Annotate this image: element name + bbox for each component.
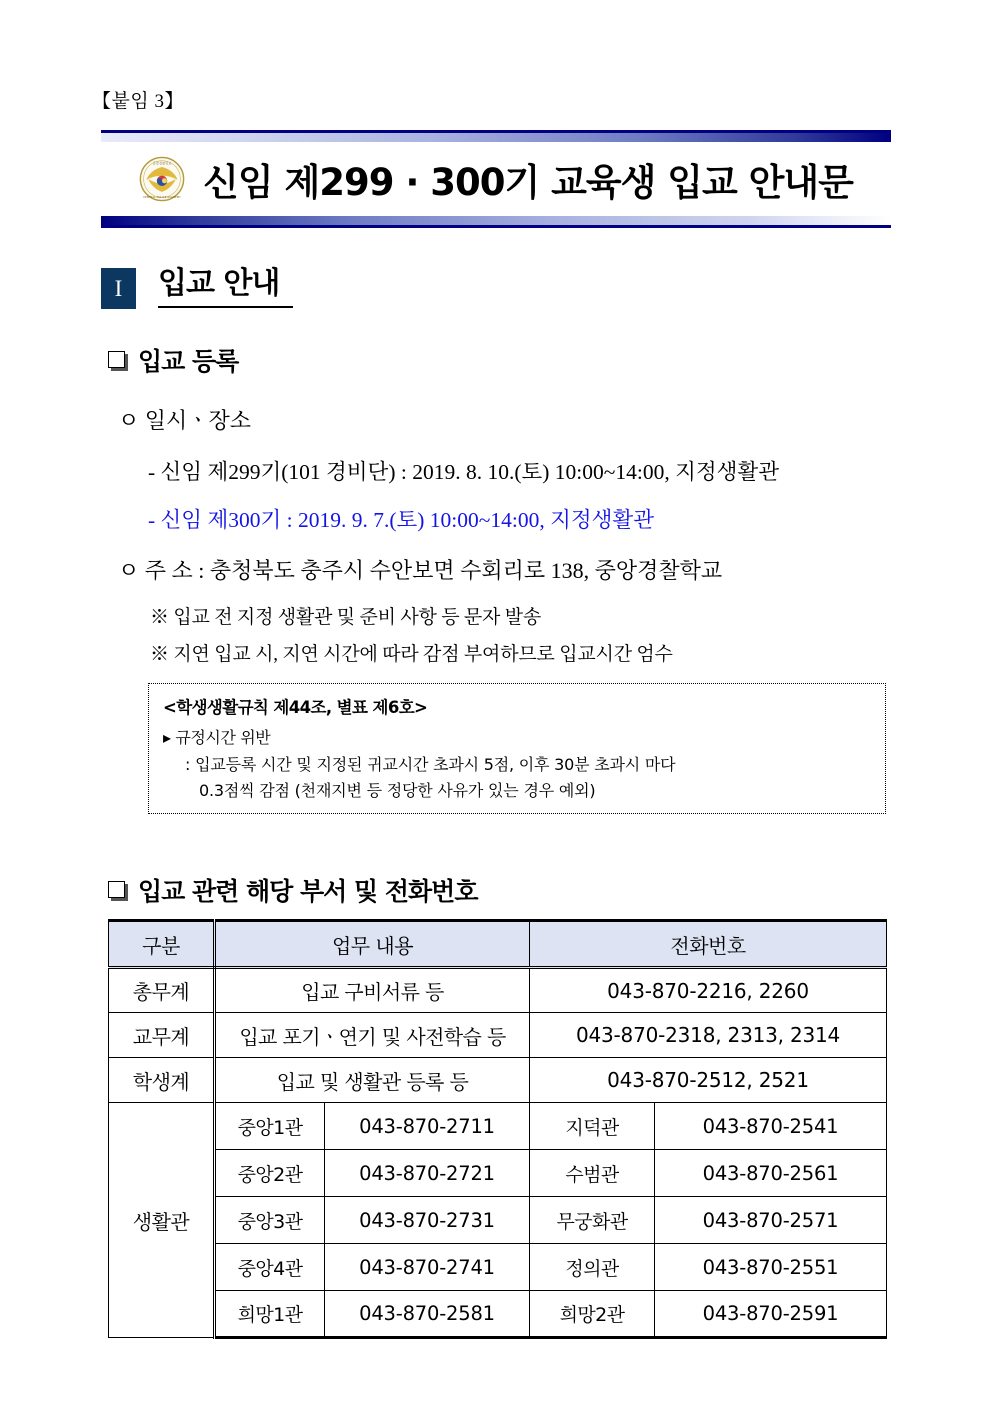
cell-dorm-name-a: 중앙1관: [215, 1103, 325, 1150]
police-academy-emblem-icon: [139, 156, 185, 202]
subheading-registration: [108, 342, 238, 378]
table-row-dorm: [109, 1197, 887, 1244]
cell-dorm-tel-a: 043-870-2741: [325, 1244, 530, 1291]
cell-dorm-name-a: 중앙2관: [215, 1150, 325, 1197]
col-header-phone: 전화번호: [530, 921, 887, 968]
subheading-contacts: [108, 872, 477, 908]
cell-dorm-tel-a: 043-870-2581: [325, 1291, 530, 1338]
section-number-badge: I: [101, 268, 136, 309]
table-header-row: [109, 921, 887, 968]
body-line-note-sms: ※ 입교 전 지정 생활관 및 준비 사항 등 문자 발송: [150, 607, 542, 628]
table-row: [109, 1058, 887, 1103]
cell-dept: 학생계: [109, 1058, 215, 1103]
cell-dorm-name-b: 지덕관: [530, 1103, 655, 1150]
banner-body: [101, 142, 891, 216]
cell-duty: 입교 포기ㆍ연기 및 사전학습 등: [215, 1013, 530, 1058]
subheading-contacts-label: 입교 관련 해당 부서 및 전화번호: [138, 877, 478, 906]
body-line-note-late: ※ 지연 입교 시, 지연 시간에 따라 감점 부여하므로 입교시간 엄수: [150, 644, 673, 665]
col-header-duty: 업무 내용: [215, 921, 530, 968]
body-line-address: ㅇ 주 소 : 충청북도 충주시 수안보면 수회리로 138, 중앙경찰학교: [118, 558, 723, 583]
regulation-item: ▸ 규정시간 위반: [163, 728, 271, 747]
banner-bottom-rule: [101, 225, 891, 228]
cell-duty: 입교 및 생활관 등록 등: [215, 1058, 530, 1103]
body-line-datetime-place: ㅇ 일시ㆍ장소: [118, 408, 252, 433]
contacts-table-wrapper: [108, 919, 886, 1339]
regulation-detail-line-2: 0.3점씩 감점 (천재지변 등 정당한 사유가 있는 경우 예외): [199, 781, 596, 800]
cell-dorm-name-a: 희망1관: [215, 1291, 325, 1338]
cell-dorm-tel-b: 043-870-2571: [655, 1197, 887, 1244]
banner-title: 신임 제299 · 300기 교육생 입교 안내문: [203, 161, 853, 204]
cell-dorm-name-a: 중앙4관: [215, 1244, 325, 1291]
banner-bottom-gradient: [101, 216, 891, 225]
svg-text:CENTRAL POLICE ACADEMY: CENTRAL POLICE ACADEMY: [143, 194, 182, 199]
cell-dorm-tel-a: 043-870-2731: [325, 1197, 530, 1244]
attachment-tag: 【붙임 3】: [92, 91, 184, 112]
cell-dorm-tel-b: 043-870-2561: [655, 1150, 887, 1197]
cell-tel: 043-870-2216, 2260: [530, 968, 887, 1013]
regulation-title: <학생생활규칙 제44조, 별표 제6호>: [163, 698, 428, 717]
svg-text:중앙경찰학교: 중앙경찰학교: [152, 161, 172, 166]
cell-dorm-tel-b: 043-870-2541: [655, 1103, 887, 1150]
cell-dorm-group-label: 생활관: [109, 1103, 215, 1338]
cell-dorm-name-b: 희망2관: [530, 1291, 655, 1338]
regulation-detail-line-1: : 입교등록 시간 및 지정된 귀교시간 초과시 5점, 이후 30분 초과시 마다: [185, 755, 676, 774]
title-banner: [101, 130, 891, 228]
cell-tel: 043-870-2318, 2313, 2314: [530, 1013, 887, 1058]
table-row-dorm: [109, 1244, 887, 1291]
section-heading: [101, 268, 293, 309]
cell-dorm-name-b: 무궁화관: [530, 1197, 655, 1244]
cell-dorm-name-b: 정의관: [530, 1244, 655, 1291]
square-bullet-icon: [108, 881, 127, 900]
square-bullet-icon: [108, 351, 127, 370]
subheading-registration-label: 입교 등록: [138, 347, 239, 376]
regulation-note-box: [148, 683, 886, 814]
cell-dorm-tel-b: 043-870-2591: [655, 1291, 887, 1338]
cell-dept: 교무계: [109, 1013, 215, 1058]
cell-dorm-tel-a: 043-870-2721: [325, 1150, 530, 1197]
cell-dorm-name-a: 중앙3관: [215, 1197, 325, 1244]
table-row: [109, 968, 887, 1013]
table-row-dorm: [109, 1291, 887, 1338]
table-row-dorm: [109, 1103, 887, 1150]
cell-tel: 043-870-2512, 2521: [530, 1058, 887, 1103]
cell-dorm-tel-b: 043-870-2551: [655, 1244, 887, 1291]
contacts-table: [108, 919, 887, 1339]
body-line-class-300: - 신임 제300기 : 2019. 9. 7.(토) 10:00~14:00, 지정생활관: [148, 508, 654, 532]
table-row: [109, 1013, 887, 1058]
col-header-category: 구분: [109, 921, 215, 968]
cell-duty: 입교 구비서류 등: [215, 968, 530, 1013]
body-line-class-299: - 신임 제299기(101 경비단) : 2019. 8. 10.(토) 10:00~14:00, 지정생활관: [148, 460, 779, 484]
section-title: 입교 안내: [158, 268, 293, 308]
cell-dept: 총무계: [109, 968, 215, 1013]
cell-dorm-tel-a: 043-870-2711: [325, 1103, 530, 1150]
table-row-dorm: [109, 1150, 887, 1197]
cell-dorm-name-b: 수범관: [530, 1150, 655, 1197]
banner-top-gradient: [101, 133, 891, 142]
